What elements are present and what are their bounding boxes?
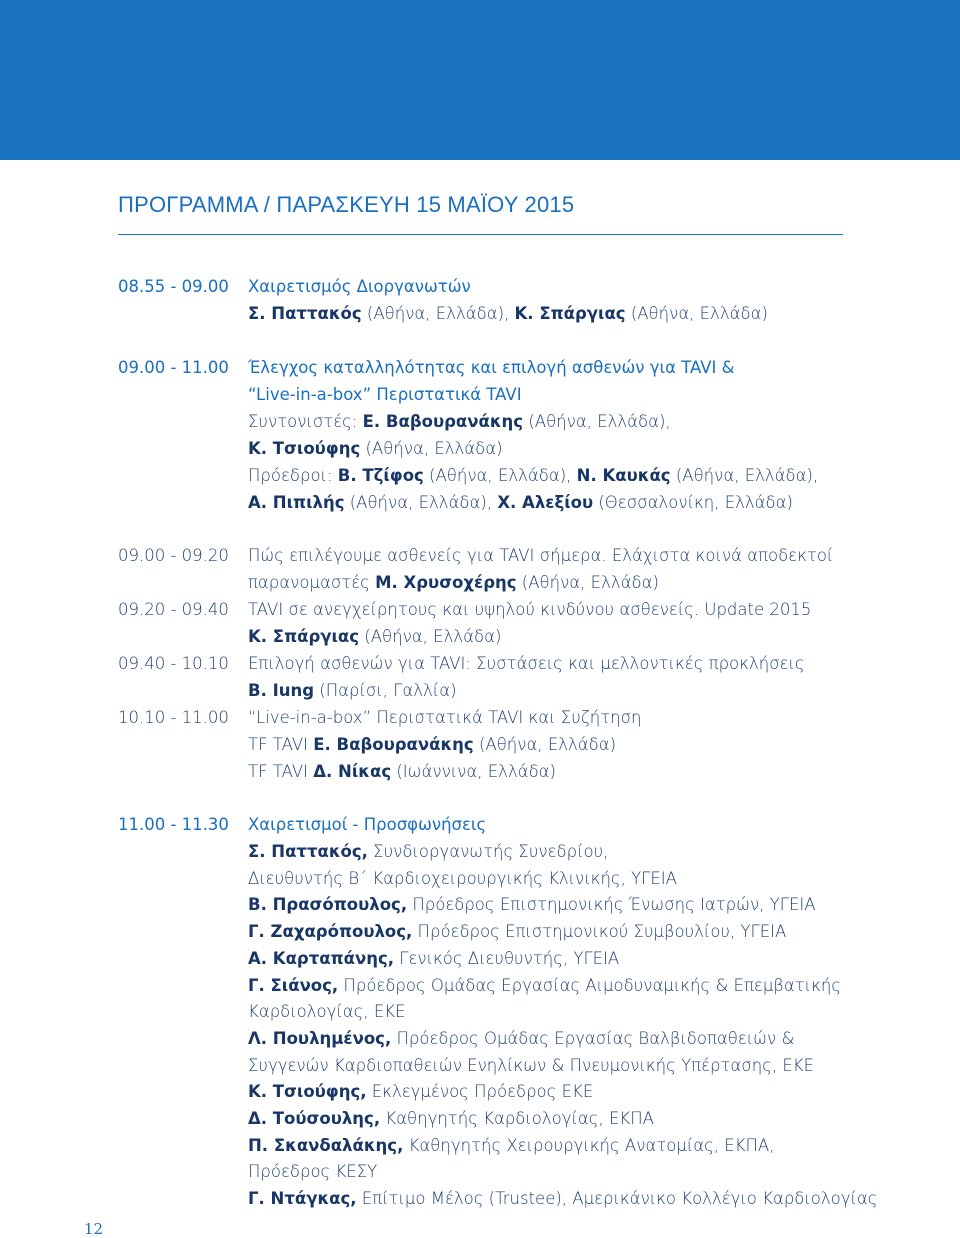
greeting-line xyxy=(248,946,619,973)
speaker-prefix: TF TAVI xyxy=(248,735,314,754)
talk-speaker xyxy=(248,678,457,705)
greeting-role: Εκλεγμένος Πρόεδρος ΕΚΕ xyxy=(366,1082,594,1102)
session-speakers xyxy=(248,301,768,328)
talk-time: 09.00 - 09.20 xyxy=(118,546,229,565)
coordinator-location: (Αθήνα, Ελλάδα) xyxy=(360,439,503,458)
greeting-name: Δ. Τούσουλης, xyxy=(248,1109,381,1128)
speaker-location: (Παρίσι, Γαλλία) xyxy=(314,681,457,700)
greeting-name: Γ. Ντάγκας, xyxy=(248,1189,357,1209)
header-banner xyxy=(0,0,960,160)
chairs-line xyxy=(248,490,793,517)
chair-name: Β. Τζίφος xyxy=(337,466,424,485)
chairs-line xyxy=(248,463,818,490)
greeting-role: Καθηγητής Χειρουργικής Ανατομίας, ΕΚΠΑ, xyxy=(403,1135,775,1155)
speaker-name: Ε. Βαβουρανάκης xyxy=(313,735,474,754)
greeting-role: Πρόεδρος ΚΕΣΥ xyxy=(248,1162,378,1182)
speaker-name: Κ. Σπάργιας xyxy=(514,304,626,323)
talk-time: 10.10 - 11.00 xyxy=(118,708,229,727)
page-title: ΠΡΟΓΡΑΜΜΑ / ΠΑΡΑΣΚΕΥΗ 15 ΜΑΪΟΥ 2015 xyxy=(118,192,575,217)
session-title: Έλεγχος καταλληλότητας και επιλογή ασθενών για TAVI & xyxy=(248,358,735,377)
greeting-name: Σ. Παττακός, xyxy=(248,842,368,861)
greeting-line xyxy=(248,1159,377,1186)
greeting-name: Α. Καρταπάνης, xyxy=(248,948,395,968)
chair-name: Α. Πιπιλής xyxy=(248,493,345,512)
speaker-prefix: TF TAVI xyxy=(248,762,314,781)
speaker-name: Μ. Χρυσοχέρης xyxy=(375,573,517,592)
speaker-name: Δ. Νίκας xyxy=(313,762,392,781)
talk-time: 09.40 - 10.10 xyxy=(118,654,229,673)
chair-location: (Αθήνα, Ελλάδα), xyxy=(423,466,577,485)
speaker-location: (Αθήνα, Ελλάδα) xyxy=(473,735,617,754)
greeting-role: Γενικός Διευθυντής, ΥΓΕΙΑ xyxy=(394,948,620,968)
coordinators-line xyxy=(248,436,503,463)
session-title: Χαιρετισμός Διοργανωτών xyxy=(248,277,471,296)
greeting-role: Συγγενών Καρδιοπαθειών Ενηλίκων & Πνευμονικής Υπέρτασης, ΕΚΕ xyxy=(248,1055,815,1075)
speaker-name: Κ. Σπάργιας xyxy=(248,627,360,646)
talk-title: TAVI σε ανεγχείρητους και υψηλού κινδύνου ασθενείς. Update 2015 xyxy=(248,600,812,619)
talk-title-cont: παρανομαστές xyxy=(248,573,376,592)
greeting-role: Πρόεδρος Επιστημονικού Συμβουλίου, ΥΓΕΙΑ xyxy=(412,922,787,942)
speaker-location: (Αθήνα, Ελλάδα) xyxy=(359,627,502,646)
greeting-line xyxy=(248,1053,814,1080)
greeting-line xyxy=(248,1186,877,1213)
greeting-name: Κ. Τσιούφης, xyxy=(248,1082,367,1102)
talk-title: “Live-in-a-box” Περιστατικά TAVI και Συζήτηση xyxy=(248,708,642,727)
talk-speaker xyxy=(248,624,501,651)
session-title-cont: “Live-in-a-box” Περιστατικά TAVI xyxy=(248,385,522,404)
chair-name: Χ. Αλεξίου xyxy=(497,493,594,512)
session-title: Χαιρετισμοί - Προσφωνήσεις xyxy=(248,815,487,834)
greeting-role: Καρδιολογίας, ΕΚΕ xyxy=(248,1002,406,1022)
chair-name: Ν. Καυκάς xyxy=(576,466,671,485)
greeting-line xyxy=(248,973,841,1000)
greeting-line xyxy=(248,866,677,893)
session-time: 11.00 - 11.30 xyxy=(118,815,229,834)
greeting-line xyxy=(248,892,816,919)
talk-title: Πώς επιλέγουμε ασθενείς για TAVI σήμερα. Ελάχιστα κοινά αποδεκτοί xyxy=(248,546,834,565)
speaker-location: (Αθήνα, Ελλάδα) xyxy=(516,573,659,592)
coordinator-location: (Αθήνα, Ελλάδα), xyxy=(523,412,671,431)
speaker-location: (Αθήνα, Ελλάδα), xyxy=(361,304,515,323)
greeting-name: Γ. Ζαχαρόπουλος, xyxy=(248,922,413,942)
greeting-name: Γ. Σιάνος, xyxy=(248,975,339,995)
talk-speaker xyxy=(248,759,556,786)
coordinators-line xyxy=(248,409,671,436)
greeting-line xyxy=(248,1106,654,1133)
greeting-role: Καθηγητής Καρδιολογίας, ΕΚΠΑ xyxy=(380,1109,654,1128)
coordinators-label: Συντονιστές: xyxy=(248,412,363,431)
title-divider xyxy=(118,234,843,235)
greeting-name: Λ. Πουλημένος, xyxy=(248,1028,392,1048)
page-number: 12 xyxy=(84,1220,104,1238)
greeting-role: Πρόεδρος Επιστημονικής Ένωσης Ιατρών, ΥΓΕΙΑ xyxy=(407,895,816,915)
greeting-role: Συνδιοργανωτής Συνεδρίου, xyxy=(367,842,609,861)
greeting-name: Π. Σκανδαλάκης, xyxy=(248,1135,404,1155)
chair-location: (Αθήνα, Ελλάδα), xyxy=(344,493,498,512)
greeting-line xyxy=(248,999,405,1026)
greeting-line xyxy=(248,1079,593,1106)
speaker-location: (Αθήνα, Ελλάδα) xyxy=(625,304,768,323)
greeting-role: Πρόεδρος Ομάδας Εργασίας Βαλβιδοπαθειών & xyxy=(391,1028,795,1048)
greeting-line xyxy=(248,919,786,946)
talk-title: Επιλογή ασθενών για TAVI: Συστάσεις και μελλοντικές προκλήσεις xyxy=(248,654,805,673)
greeting-name: Β. Πρασόπουλος, xyxy=(248,895,408,915)
chairs-label: Πρόεδροι: xyxy=(248,466,338,485)
greeting-role: Διευθυντής Β΄ Καρδιοχειρουργικής Κλινικής, ΥΓΕΙΑ xyxy=(248,868,677,888)
greeting-line xyxy=(248,1133,774,1160)
chair-location: (Θεσσαλονίκη, Ελλάδα) xyxy=(593,493,793,512)
coordinator-name: Κ. Τσιούφης xyxy=(248,439,361,458)
greeting-role: Πρόεδρος Ομάδας Εργασίας Αιμοδυναμικής & Επεμβατικής xyxy=(338,975,842,995)
coordinator-name: Ε. Βαβουρανάκης xyxy=(362,412,524,431)
chair-location: (Αθήνα, Ελλάδα), xyxy=(670,466,819,485)
greeting-role: Επίτιμο Μέλος (Trustee), Αμερικάνικο Κολλέγιο Καρδιολογίας xyxy=(356,1189,878,1209)
talk-time: 09.20 - 09.40 xyxy=(118,600,229,619)
talk-speaker xyxy=(248,570,659,597)
talk-speaker xyxy=(248,732,616,759)
session-time: 08.55 - 09.00 xyxy=(118,277,229,296)
speaker-name: B. Iung xyxy=(248,681,315,700)
greeting-line xyxy=(248,839,608,866)
speaker-location: (Ιωάννινα, Ελλάδα) xyxy=(391,762,556,781)
speaker-name: Σ. Παττακός xyxy=(248,304,362,323)
session-time: 09.00 - 11.00 xyxy=(118,358,229,377)
greeting-line xyxy=(248,1026,794,1053)
